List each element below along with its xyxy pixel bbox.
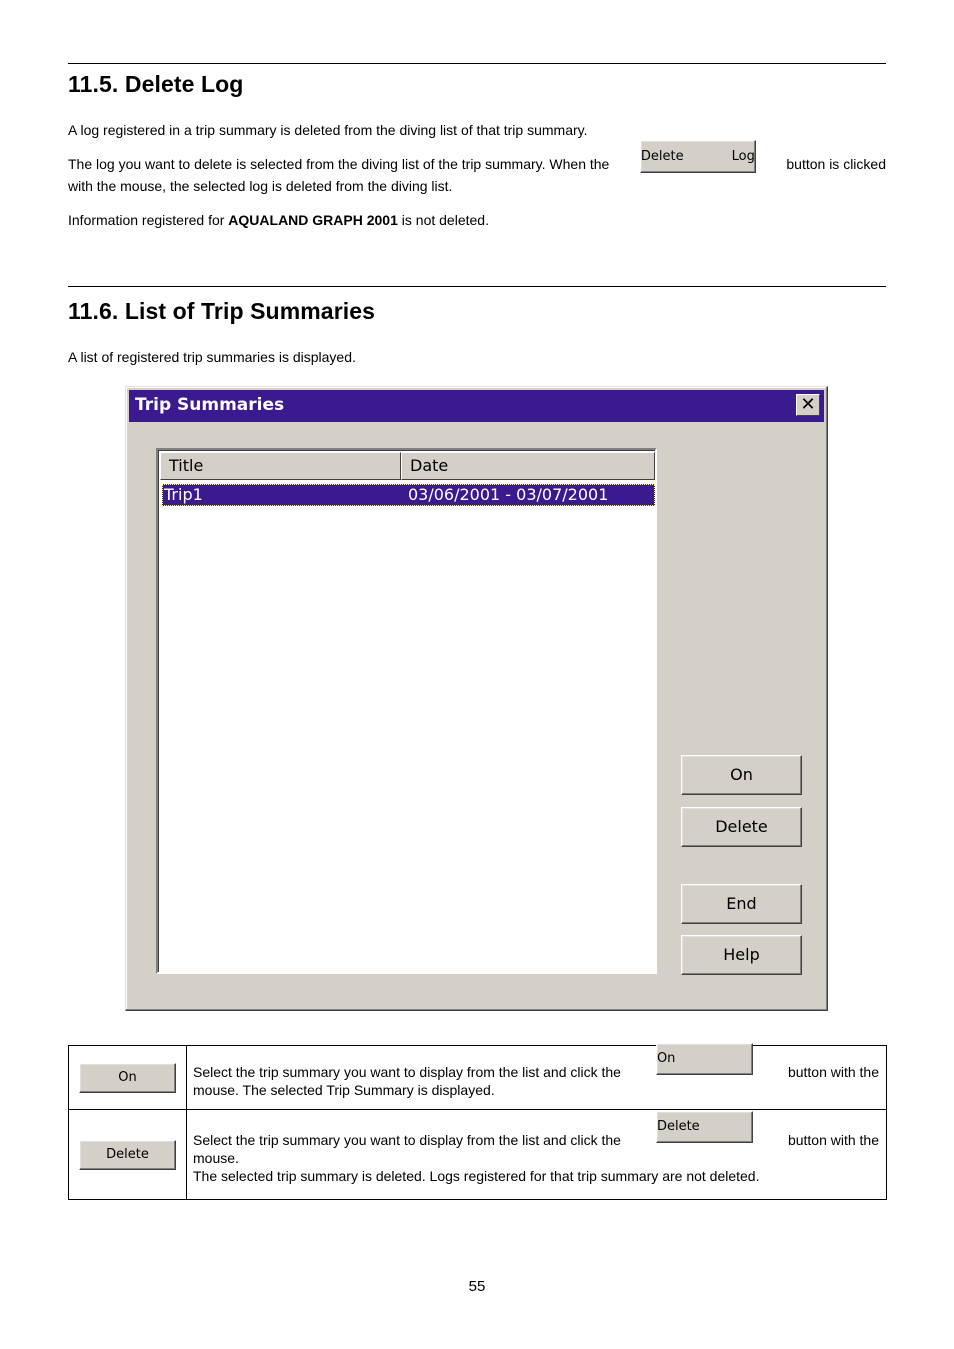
page-number: 55 [468,1278,486,1295]
delete-log-para2-after: button is clicked [786,156,886,172]
row2-text-line3: The selected trip summary is deleted. Logs registered for that trip summary are not deleted. [193,1167,760,1184]
trip-list-para1: A list of registered trip summaries is displayed. [68,349,356,365]
list-item[interactable] [162,484,655,506]
section-rule-top [68,63,886,64]
heading-delete-log: 11.5. Delete Log [68,71,244,97]
button-description-table [68,1045,887,1200]
table-delete-button[interactable]: Delete [79,1140,176,1170]
heading-trip-summaries: 11.6. List of Trip Summaries [68,298,376,324]
row1-text-line2: mouse. The selected Trip Summary is displayed. [193,1081,495,1098]
delete-log-button[interactable]: Delete Log [640,140,756,173]
column-header-date[interactable]: Date [401,452,655,480]
inline-on-button[interactable]: On [656,1043,753,1075]
table-button-cell [69,1110,187,1200]
row2-text-before: Select the trip summary you want to display from the list and click the [193,1131,621,1148]
para3-after: is not deleted. [397,212,489,228]
delete-log-para2 [68,137,886,171]
inline-delete-button[interactable]: Delete [656,1111,753,1143]
table-on-button[interactable]: On [79,1063,176,1093]
product-name: AQUALAND GRAPH 2001 [228,212,398,228]
row1-text-before: Select the trip summary you want to display from the list and click the [193,1063,621,1080]
dialog-title-bar[interactable] [129,390,824,422]
dialog-title: Trip Summaries [135,395,285,415]
table-text-cell [187,1110,887,1200]
table-row [69,1110,887,1200]
delete-log-para3 [68,209,886,231]
trip-summary-list[interactable] [156,448,657,974]
help-button[interactable]: Help [681,935,802,975]
para3-before: Information registered for [68,212,229,228]
section-rule-trip-list [68,286,886,287]
table-button-cell [69,1046,187,1110]
row2-text-line2: mouse. [193,1149,239,1166]
list-item-title: Trip1 [164,485,203,504]
row1-text-after: button with the [787,1063,879,1080]
column-header-title[interactable]: Title [160,452,401,480]
delete-log-para2-end: with the mouse, the selected log is deleted from the diving list. [68,178,453,194]
table-text-cell [187,1046,887,1110]
end-button[interactable]: End [681,884,802,924]
close-icon[interactable]: ✕ [796,394,820,416]
list-item-date: 03/06/2001 - 03/07/2001 [408,485,609,504]
row2-text-after: button with the [787,1131,879,1148]
delete-log-para1: A log registered in a trip summary is deleted from the diving list of that trip summary. [68,122,588,138]
on-button[interactable]: On [681,755,802,795]
table-row [69,1046,887,1110]
delete-log-para2-before: The log you want to delete is selected from the diving list of the trip summary. When the [68,156,610,172]
delete-button[interactable]: Delete [681,807,802,847]
